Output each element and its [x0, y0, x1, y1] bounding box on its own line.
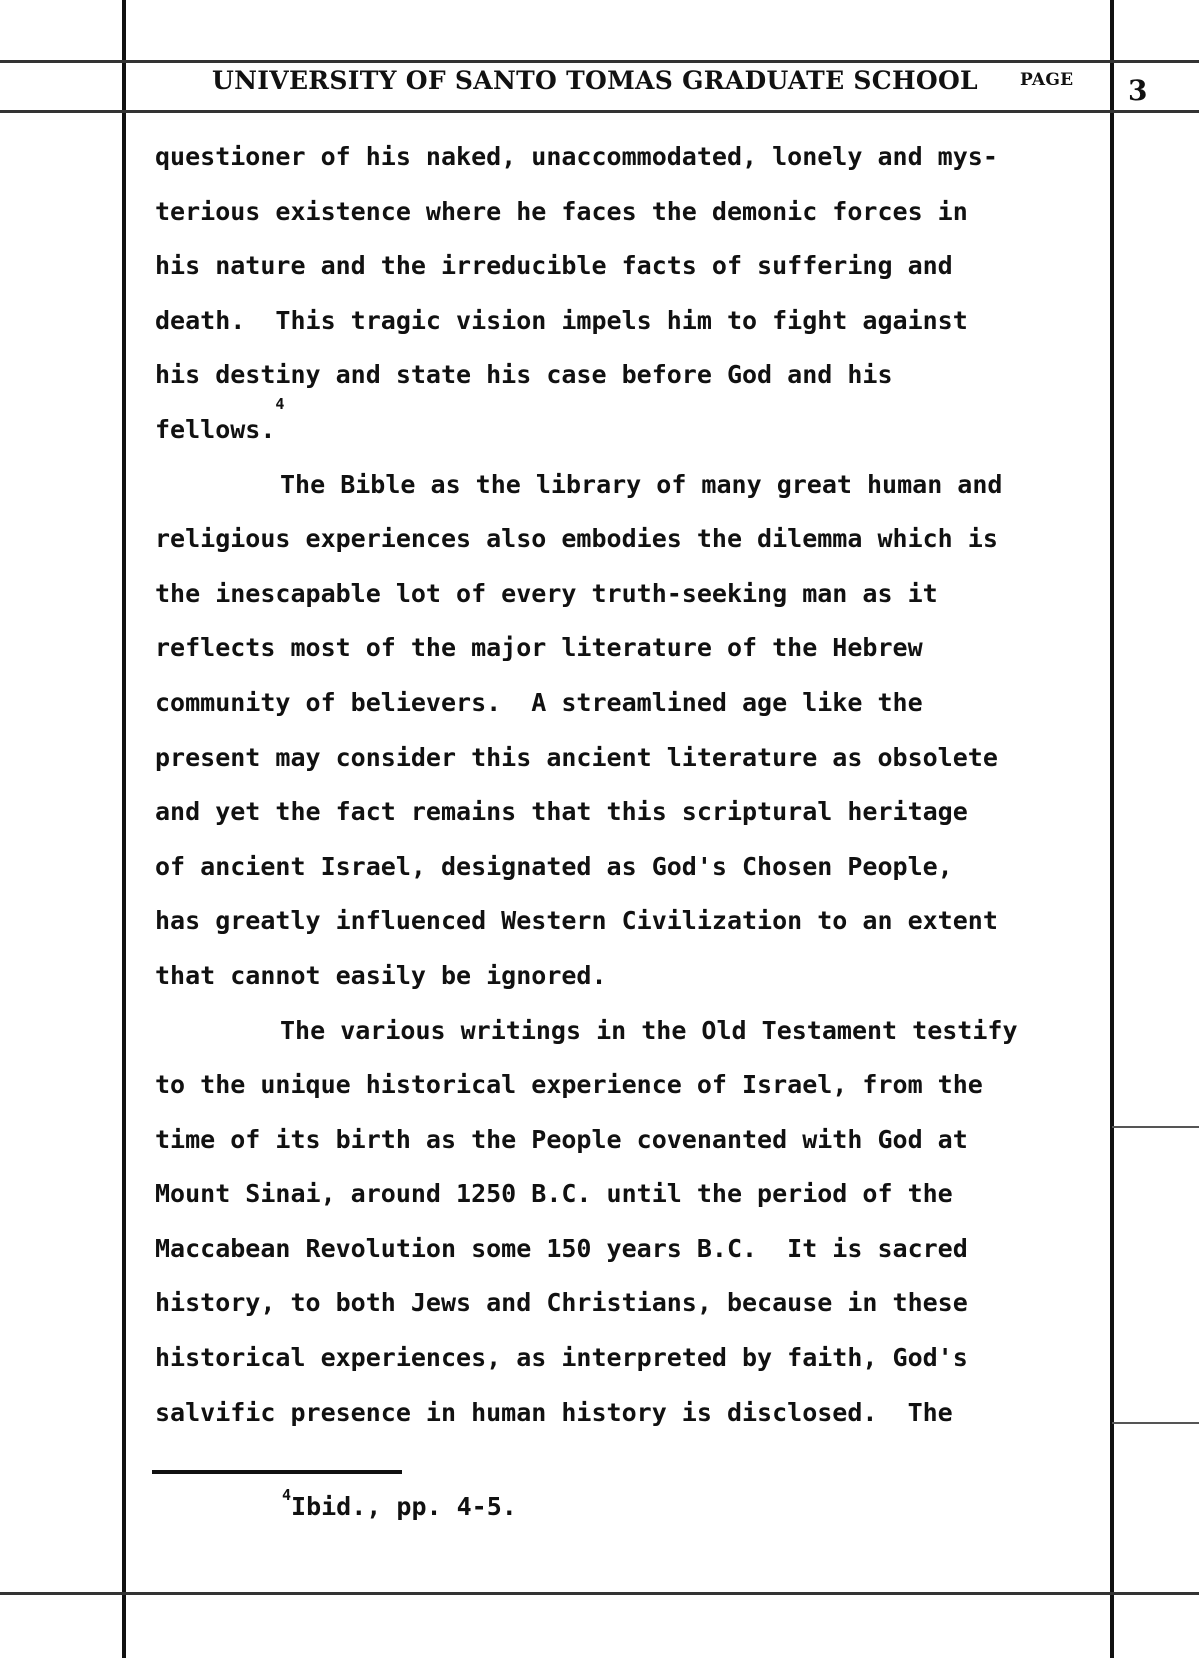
- text-line: terious existence where he faces the demonic forces in: [155, 196, 968, 226]
- text-line: to the unique historical experience of Israel, from the: [155, 1070, 983, 1100]
- text-line: of ancient Israel, designated as God's Chosen People,: [155, 851, 953, 881]
- left-margin-rule: [122, 0, 126, 1658]
- right-margin-rule: [1110, 0, 1114, 1658]
- text-line-end: fellows.: [155, 414, 276, 444]
- text-line: Mount Sinai, around 1250 B.C. until the period of the: [155, 1179, 953, 1209]
- text-line: death. This tragic vision impels him to fight against: [155, 305, 968, 335]
- paragraph-3: [155, 1004, 1105, 1441]
- text-line: history, to both Jews and Christians, because in these: [155, 1288, 968, 1318]
- text-line: religious experiences also embodies the dilemma which is: [155, 524, 998, 554]
- text-line: the inescapable lot of every truth-seeking man as it: [155, 578, 938, 608]
- right-tick-rule-2: [1112, 1422, 1199, 1424]
- text-line: time of its birth as the People covenanted with God at: [155, 1124, 968, 1154]
- body-text: [155, 130, 1105, 1440]
- header-top-rule: [0, 60, 1199, 63]
- text-line: his nature and the irreducible facts of suffering and: [155, 251, 953, 281]
- header-title: UNIVERSITY OF SANTO TOMAS GRADUATE SCHOOL: [212, 66, 978, 95]
- text-line: The Bible as the library of many great human and: [280, 469, 1003, 499]
- text-line: salvific presence in human history is disclosed. The: [155, 1397, 953, 1427]
- page-label: PAGE: [1020, 70, 1074, 90]
- text-line: [155, 394, 1105, 458]
- text-line: has greatly influenced Western Civilization to an extent: [155, 906, 998, 936]
- footer-rule: [0, 1592, 1199, 1595]
- text-line: present may consider this ancient literature as obsolete: [155, 742, 998, 772]
- text-line: Maccabean Revolution some 150 years B.C. It is sacred: [155, 1233, 968, 1263]
- text-line: historical experiences, as interpreted by faith, God's: [155, 1343, 968, 1373]
- footnote-separator: [152, 1470, 402, 1474]
- paragraph-2: [155, 458, 1105, 1004]
- text-line: his destiny and state his case before God and his: [155, 360, 893, 390]
- paragraph-1: [155, 130, 1105, 458]
- text-line: that cannot easily be ignored.: [155, 960, 607, 990]
- page-number: 3: [1128, 74, 1148, 107]
- text-line: reflects most of the major literature of the Hebrew: [155, 633, 923, 663]
- header-bottom-rule: [0, 110, 1199, 113]
- text-line: and yet the fact remains that this scriptural heritage: [155, 797, 968, 827]
- footnote-marker: 4: [282, 1486, 292, 1504]
- text-line: The various writings in the Old Testament testify: [280, 1015, 1018, 1045]
- text-line: community of believers. A streamlined age like the: [155, 687, 923, 717]
- footnote-reference: 4: [275, 394, 285, 413]
- text-line: questioner of his naked, unaccommodated, lonely and mys-: [155, 142, 998, 171]
- right-tick-rule-1: [1112, 1126, 1199, 1128]
- footnote: [282, 1486, 517, 1521]
- footnote-text: Ibid., pp. 4-5.: [291, 1492, 517, 1521]
